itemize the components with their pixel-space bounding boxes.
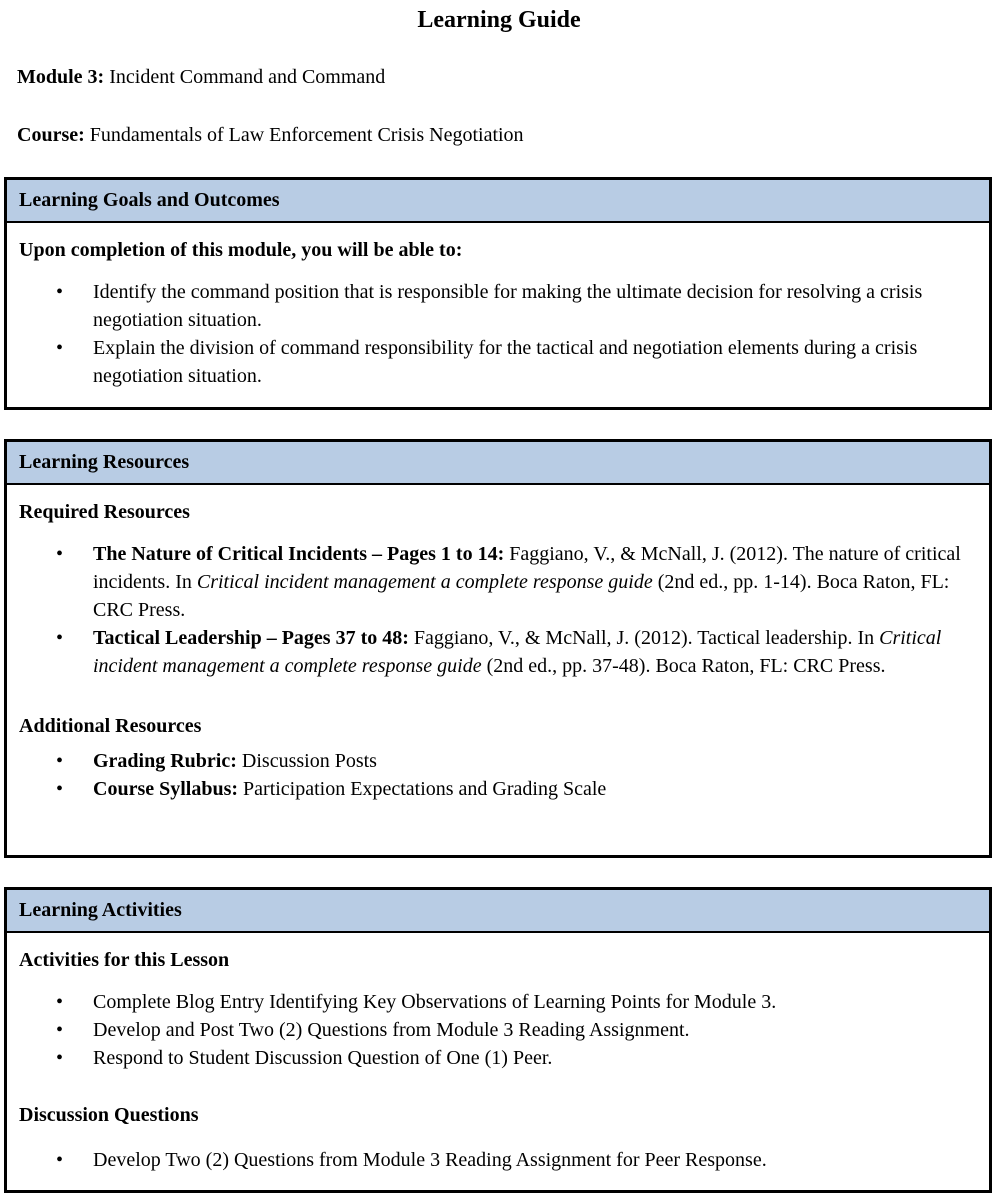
list-item bbox=[19, 988, 977, 1016]
bullet-icon: • bbox=[56, 543, 64, 565]
additional-heading: Additional Resources bbox=[19, 715, 202, 737]
goal-text: Identify the command position that is responsible for making the ultimate decision for resolving a crisis negotiation situation. bbox=[93, 281, 923, 331]
discussion-heading: Discussion Questions bbox=[19, 1104, 199, 1126]
list-item bbox=[19, 334, 977, 390]
lesson-list bbox=[19, 988, 977, 1072]
page-title: Learning Guide bbox=[417, 7, 581, 33]
course-label: Course: bbox=[17, 124, 85, 146]
resource-book-title: Critical incident management a complete response guide bbox=[196, 571, 653, 593]
activity-text: Respond to Student Discussion Question of One (1) Peer. bbox=[93, 1047, 553, 1069]
additional-label: Course Syllabus: bbox=[93, 778, 239, 800]
goals-intro: Upon completion of this module, you will be able to: bbox=[19, 239, 463, 261]
bullet-icon: • bbox=[56, 991, 64, 1013]
goals-list bbox=[19, 278, 977, 390]
additional-text: Discussion Posts bbox=[236, 750, 377, 772]
resource-title: Tactical Leadership – Pages 37 to 48: bbox=[93, 627, 409, 649]
bullet-icon: • bbox=[56, 778, 64, 800]
goals-header: Learning Goals and Outcomes bbox=[7, 180, 989, 223]
additional-label: Grading Rubric: bbox=[93, 750, 237, 772]
bullet-icon: • bbox=[56, 1047, 64, 1069]
additional-text: Participation Expectations and Grading Scale bbox=[238, 778, 607, 800]
module-value: Incident Command and Command bbox=[109, 66, 386, 88]
resource-citation: Faggiano, V., & McNall, J. (2012). The nature of critical incidents. In bbox=[93, 543, 961, 593]
discussion-text: Develop Two (2) Questions from Module 3 Reading Assignment for Peer Response. bbox=[93, 1149, 767, 1171]
goal-text: Explain the division of command responsibility for the tactical and negotiation elements during a crisis negotiation situation. bbox=[93, 337, 918, 387]
activities-section bbox=[4, 887, 992, 1193]
resource-title: The Nature of Critical Incidents – Pages 1 to 14: bbox=[93, 543, 505, 565]
list-item bbox=[19, 624, 977, 680]
bullet-icon: • bbox=[56, 337, 64, 359]
list-item bbox=[19, 775, 977, 803]
list-item bbox=[19, 747, 977, 775]
list-item bbox=[19, 278, 977, 334]
resource-citation-end: (2nd ed., pp. 37-48). Boca Raton, FL: CRC Press. bbox=[481, 655, 886, 677]
goals-section bbox=[4, 177, 992, 410]
additional-list bbox=[19, 747, 977, 803]
course-value: Fundamentals of Law Enforcement Crisis Negotiation bbox=[89, 124, 524, 146]
resource-citation-end: (2nd ed., pp. 1-14). Boca Raton, FL: CRC Press. bbox=[93, 571, 950, 621]
required-heading: Required Resources bbox=[19, 501, 190, 523]
resources-section bbox=[4, 439, 992, 858]
bullet-icon: • bbox=[56, 1019, 64, 1041]
activities-header: Learning Activities bbox=[7, 890, 989, 933]
module-label: Module 3: bbox=[17, 66, 105, 88]
bullet-icon: • bbox=[56, 627, 64, 649]
resource-citation: Faggiano, V., & McNall, J. (2012). Tactical leadership. In bbox=[408, 627, 880, 649]
resource-book-title: Critical incident management a complete response guide bbox=[93, 627, 942, 677]
lesson-heading: Activities for this Lesson bbox=[19, 949, 230, 971]
bullet-icon: • bbox=[56, 281, 64, 303]
discussion-list bbox=[19, 1146, 977, 1174]
activity-text: Develop and Post Two (2) Questions from Module 3 Reading Assignment. bbox=[93, 1019, 690, 1041]
resources-header: Learning Resources bbox=[7, 442, 989, 485]
list-item bbox=[19, 1044, 977, 1072]
list-item bbox=[19, 1016, 977, 1044]
list-item bbox=[19, 540, 977, 624]
activity-text: Complete Blog Entry Identifying Key Observations of Learning Points for Module 3. bbox=[93, 991, 777, 1013]
required-list bbox=[19, 540, 977, 680]
course-line bbox=[17, 122, 524, 148]
module-line bbox=[17, 64, 385, 90]
bullet-icon: • bbox=[56, 1149, 64, 1171]
bullet-icon: • bbox=[56, 750, 64, 772]
list-item bbox=[19, 1146, 977, 1174]
